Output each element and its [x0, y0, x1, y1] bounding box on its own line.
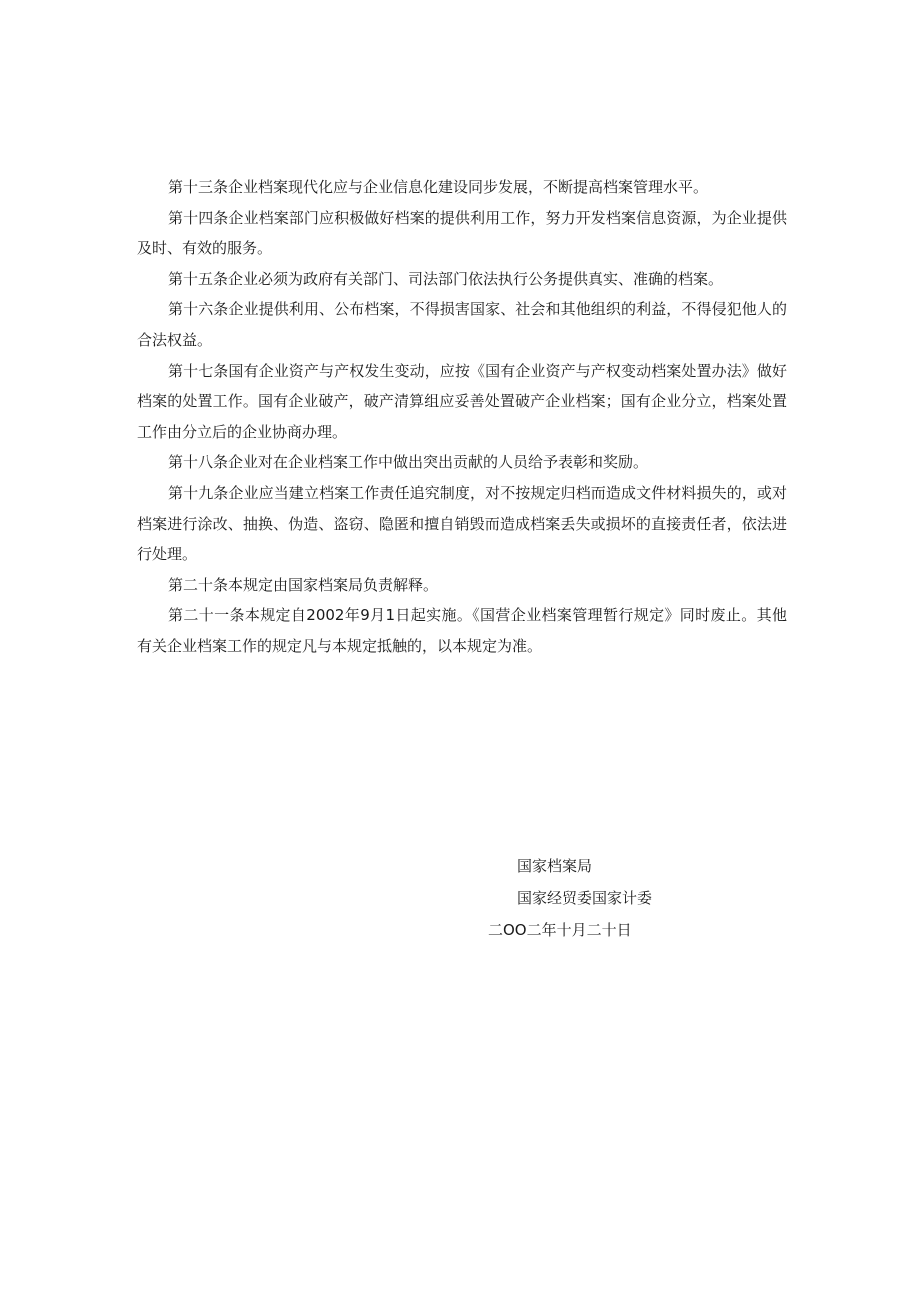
issuer-commissions: 国家经贸委国家计委	[517, 889, 653, 907]
article-15: 第十五条企业必须为政府有关部门、司法部门依法执行公务提供真实、准确的档案。	[168, 269, 724, 288]
issue-date: 二OO二年十月二十日	[488, 921, 632, 939]
document-body	[137, 172, 787, 662]
article-16: 第十六条企业提供利用、公布档案，不得损害国家、社会和其他组织的利益，不得侵犯他人的合法权益。	[137, 300, 787, 349]
article-13: 第十三条企业档案现代化应与企业信息化建设同步发展，不断提高档案管理水平。	[168, 178, 709, 196]
article-20: 第二十条本规定由国家档案局负责解释。	[168, 575, 439, 594]
article-19: 第十九条企业应当建立档案工作责任追究制度，对不按规定归档而造成文件材料损失的，或对档案进行涂改、抽换、伪造、盗窃、隐匿和擅自销毁而造成档案丢失或损坏的直接责任者，依法进行处理。	[137, 483, 787, 564]
issuer-archives-bureau: 国家档案局	[517, 857, 593, 875]
article-18: 第十八条企业对在企业档案工作中做出突出贡献的人员给予表彰和奖励。	[168, 453, 649, 472]
article-17: 第十七条国有企业资产与产权发生变动，应按《国有企业资产与产权变动档案处置办法》做好档案的处置工作。国有企业破产，破产清算组应妥善处置破产企业档案；国有企业分立，档案处置工作由分立后的企业协商办理。	[137, 361, 787, 441]
article-21: 第二十一条本规定自2002年9月1日起实施。《国营企业档案管理暂行规定》同时废止。其他有关企业档案工作的规定凡与本规定抵触的，以本规定为准。	[137, 606, 787, 655]
article-14: 第十四条企业档案部门应积极做好档案的提供利用工作，努力开发档案信息资源，为企业提供及时、有效的服务。	[137, 208, 787, 258]
